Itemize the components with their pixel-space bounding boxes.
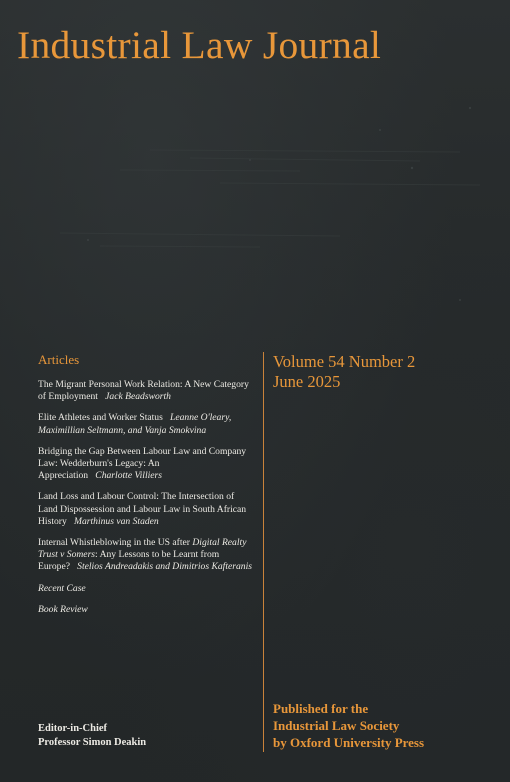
column-divider	[263, 352, 264, 752]
article-authors: Leanne O'leary, Maximillian Seltmann, and Vanja Smokvina	[38, 412, 232, 436]
publisher-line-1: Published for the	[273, 701, 369, 716]
article-title-end: : Any Lessons to be Learnt from Europe?	[38, 549, 220, 573]
article-authors: Jack Beadsworth	[105, 391, 171, 403]
article-title: The Migrant Personal Work Relation: A New Category of Employment	[38, 379, 249, 403]
article-authors: Charlotte Villiers	[95, 470, 163, 482]
article-title: Elite Athletes and Worker Status	[38, 412, 163, 424]
editor-role: Editor-in-Chief	[38, 723, 108, 734]
publisher-line-2: Industrial Law Society	[273, 718, 400, 733]
volume-number: Volume 54 Number 2	[273, 352, 416, 371]
book-review-label: Book Review	[38, 603, 88, 615]
issue-info	[273, 352, 493, 392]
article-authors: Marthinus van Staden	[73, 515, 159, 527]
article-title-case-name: Digital Realty Trust v Somers	[38, 537, 247, 561]
journal-title: Industrial Law Journal	[17, 23, 382, 67]
article-entry-4	[38, 491, 254, 528]
article-entry-2	[38, 412, 254, 436]
articles-heading: Articles	[38, 352, 80, 367]
editor-name: Professor Simon Deakin	[38, 736, 147, 748]
article-authors: Stelios Andreadakis and Dimitrios Kafteranis	[77, 561, 252, 573]
article-entry-1	[38, 379, 254, 403]
editor-block	[38, 722, 248, 749]
article-entry-3	[38, 446, 254, 483]
publisher-line-3: by Oxford University Press	[273, 735, 425, 750]
recent-case-label: Recent Case	[38, 582, 86, 594]
article-entry-5	[38, 537, 254, 574]
publisher-statement	[273, 700, 503, 751]
table-of-contents	[38, 352, 254, 625]
article-title: Land Loss and Labour Control: The Intersection of Land Dispossession and Labour Law in South African History	[38, 491, 247, 527]
article-title: Bridging the Gap Between Labour Law and Company Law: Wedderburn's Legacy: An Appreciation	[38, 445, 247, 482]
issue-date: June 2025	[273, 372, 341, 391]
article-title-start: Internal Whistleblowing in the US after	[38, 537, 193, 549]
